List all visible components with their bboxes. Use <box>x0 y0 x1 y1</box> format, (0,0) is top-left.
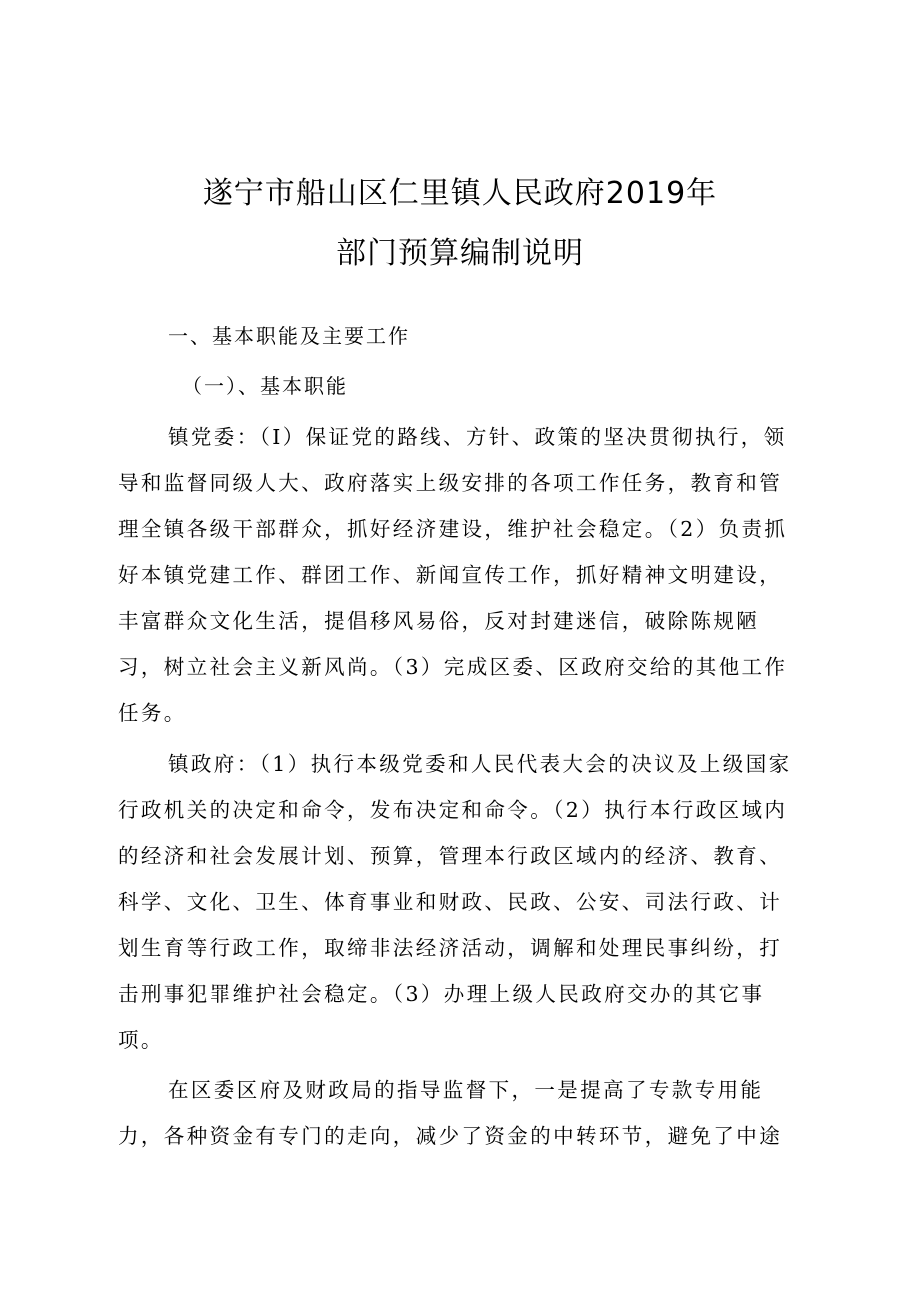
party-committee-line: 好本镇党建工作、群团工作、新闻宣传工作，抓好精神文明建设， <box>118 563 783 587</box>
government-line: 的经济和社会发展计划、预算，管理本行政区域内的经济、教育、 <box>118 844 783 868</box>
supervision-line: 在区委区府及财政局的指导监督下，一是提高了专款专用能 <box>168 1078 764 1102</box>
government-line: 项。 <box>118 1028 164 1052</box>
document-title-line-1: 遂宁市船山区仁里镇人民政府2019年 <box>202 176 718 211</box>
party-committee-line: 镇党委：（I）保证党的路线、方针、政策的坚决贯彻执行，领 <box>168 425 787 449</box>
supervision-line: 力，各种资金有专门的走向，减少了资金的中转环节，避免了中途 <box>118 1124 783 1148</box>
party-committee-line: 习，树立社会主义新风尚。（3）完成区委、区政府交给的其他工作 <box>118 655 788 679</box>
party-committee-line: 丰富群众文化生活，提倡移风易俗，反对封建迷信，破除陈规陋 <box>118 609 760 633</box>
subsection-heading: （一）、基本职能 <box>182 374 348 398</box>
government-line: 镇政府：（1）执行本级党委和人民代表大会的决议及上级国家 <box>168 752 792 776</box>
government-line: 划生育等行政工作，取缔非法经济活动，调解和处理民事纠纷，打 <box>118 936 783 960</box>
section-heading: 一、基本职能及主要工作 <box>168 324 410 348</box>
government-line: 科学、文化、卫生、体育事业和财政、民政、公安、司法行政、计 <box>118 890 783 914</box>
government-line: 行政机关的决定和命令，发布决定和命令。（2）执行本行政区域内 <box>118 798 788 822</box>
government-line: 击刑事犯罪维护社会稳定。（3）办理上级人民政府交办的其它事 <box>118 982 765 1006</box>
document-title-line-2: 部门预算编制说明 <box>336 236 584 271</box>
party-committee-line: 导和监督同级人大、政府落实上级安排的各项工作任务，教育和管 <box>118 471 783 495</box>
party-committee-line: 任务。 <box>118 701 187 725</box>
party-committee-line: 理全镇各级干部群众，抓好经济建设，维护社会稳定。（2）负责抓 <box>118 517 788 541</box>
